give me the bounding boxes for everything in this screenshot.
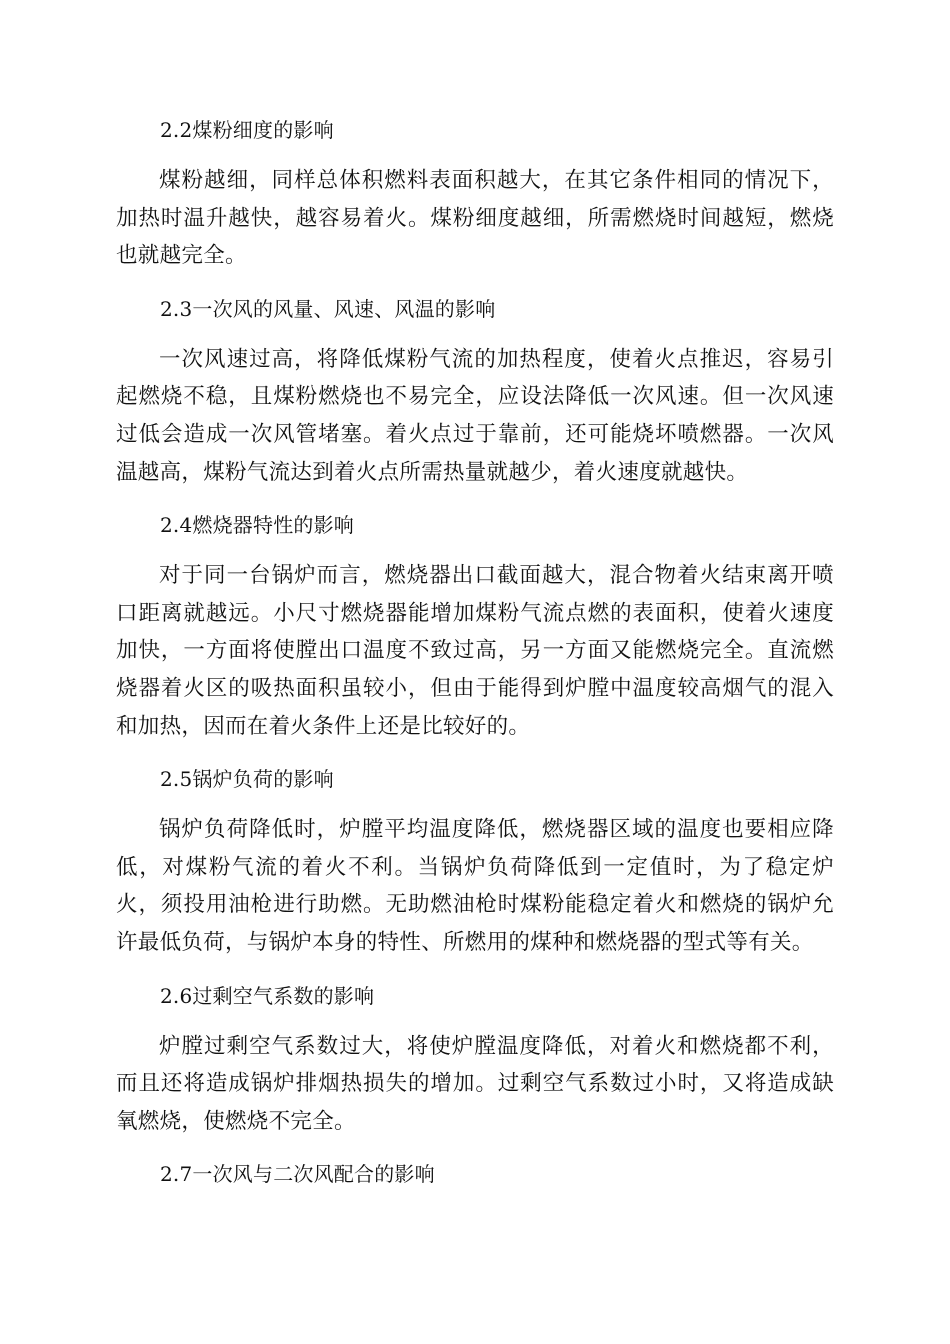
section-body-2-4: 对于同一台锅炉而言，燃烧器出口截面越大，混合物着火结束离开喷口距离就越远。小尺寸燃烧器能增加煤粉气流点燃的表面积，使着火速度加快，一方面将使膛出口温度不致过高，另一方面又能燃烧完全。直流燃烧器着火区的吸热面积虽较小，但由于能得到炉膛中温度较高烟气的混入和加热，因而在着火条件上还是比较好的。 [116,563,834,739]
section-heading-2-7: 2.7一次风与二次风配合的影响 [160,1162,435,1187]
section-body-2-5: 锅炉负荷降低时，炉膛平均温度降低，燃烧器区域的温度也要相应降低，对煤粉气流的着火不利。当锅炉负荷降低到一定值时，为了稳定炉火，须投用油枪进行助燃。无助燃油枪时煤粉能稳定着火和燃烧的锅炉允许最低负荷，与锅炉本身的特性、所燃用的煤种和燃烧器的型式等有关。 [116,817,834,955]
section-heading-2-6: 2.6过剩空气系数的影响 [160,983,375,1008]
section-body-2-3: 一次风速过高，将降低煤粉气流的加热程度，使着火点推迟，容易引起燃烧不稳，且煤粉燃烧也不易完全，应设法降低一次风速。但一次风速过低会造成一次风管堵塞。着火点过于靠前，还可能烧坏喷燃器。一次风温越高，煤粉气流达到着火点所需热量就越少，着火速度就越快。 [116,346,834,485]
section-heading-2-4: 2.4燃烧器特性的影响 [160,513,355,538]
section-heading-2-3: 2.3一次风的风量、风速、风温的影响 [160,296,496,321]
section-heading-2-2: 2.2煤粉细度的影响 [160,118,334,142]
section-body-2-2: 煤粉越细，同样总体积燃料表面积越大，在其它条件相同的情况下，加热时温升越快，越容易着火。煤粉细度越细，所需燃烧时间越短，燃烧也就越完全。 [116,168,834,269]
section-heading-2-5: 2.5锅炉负荷的影响 [160,767,334,792]
section-body-2-6: 炉膛过剩空气系数过大，将使炉膛温度降低，对着火和燃烧都不利，而且还将造成锅炉排烟热损失的增加。过剩空气系数过小时，又将造成缺氧燃烧，使燃烧不完全。 [116,1033,834,1134]
document-content [116,112,834,1192]
